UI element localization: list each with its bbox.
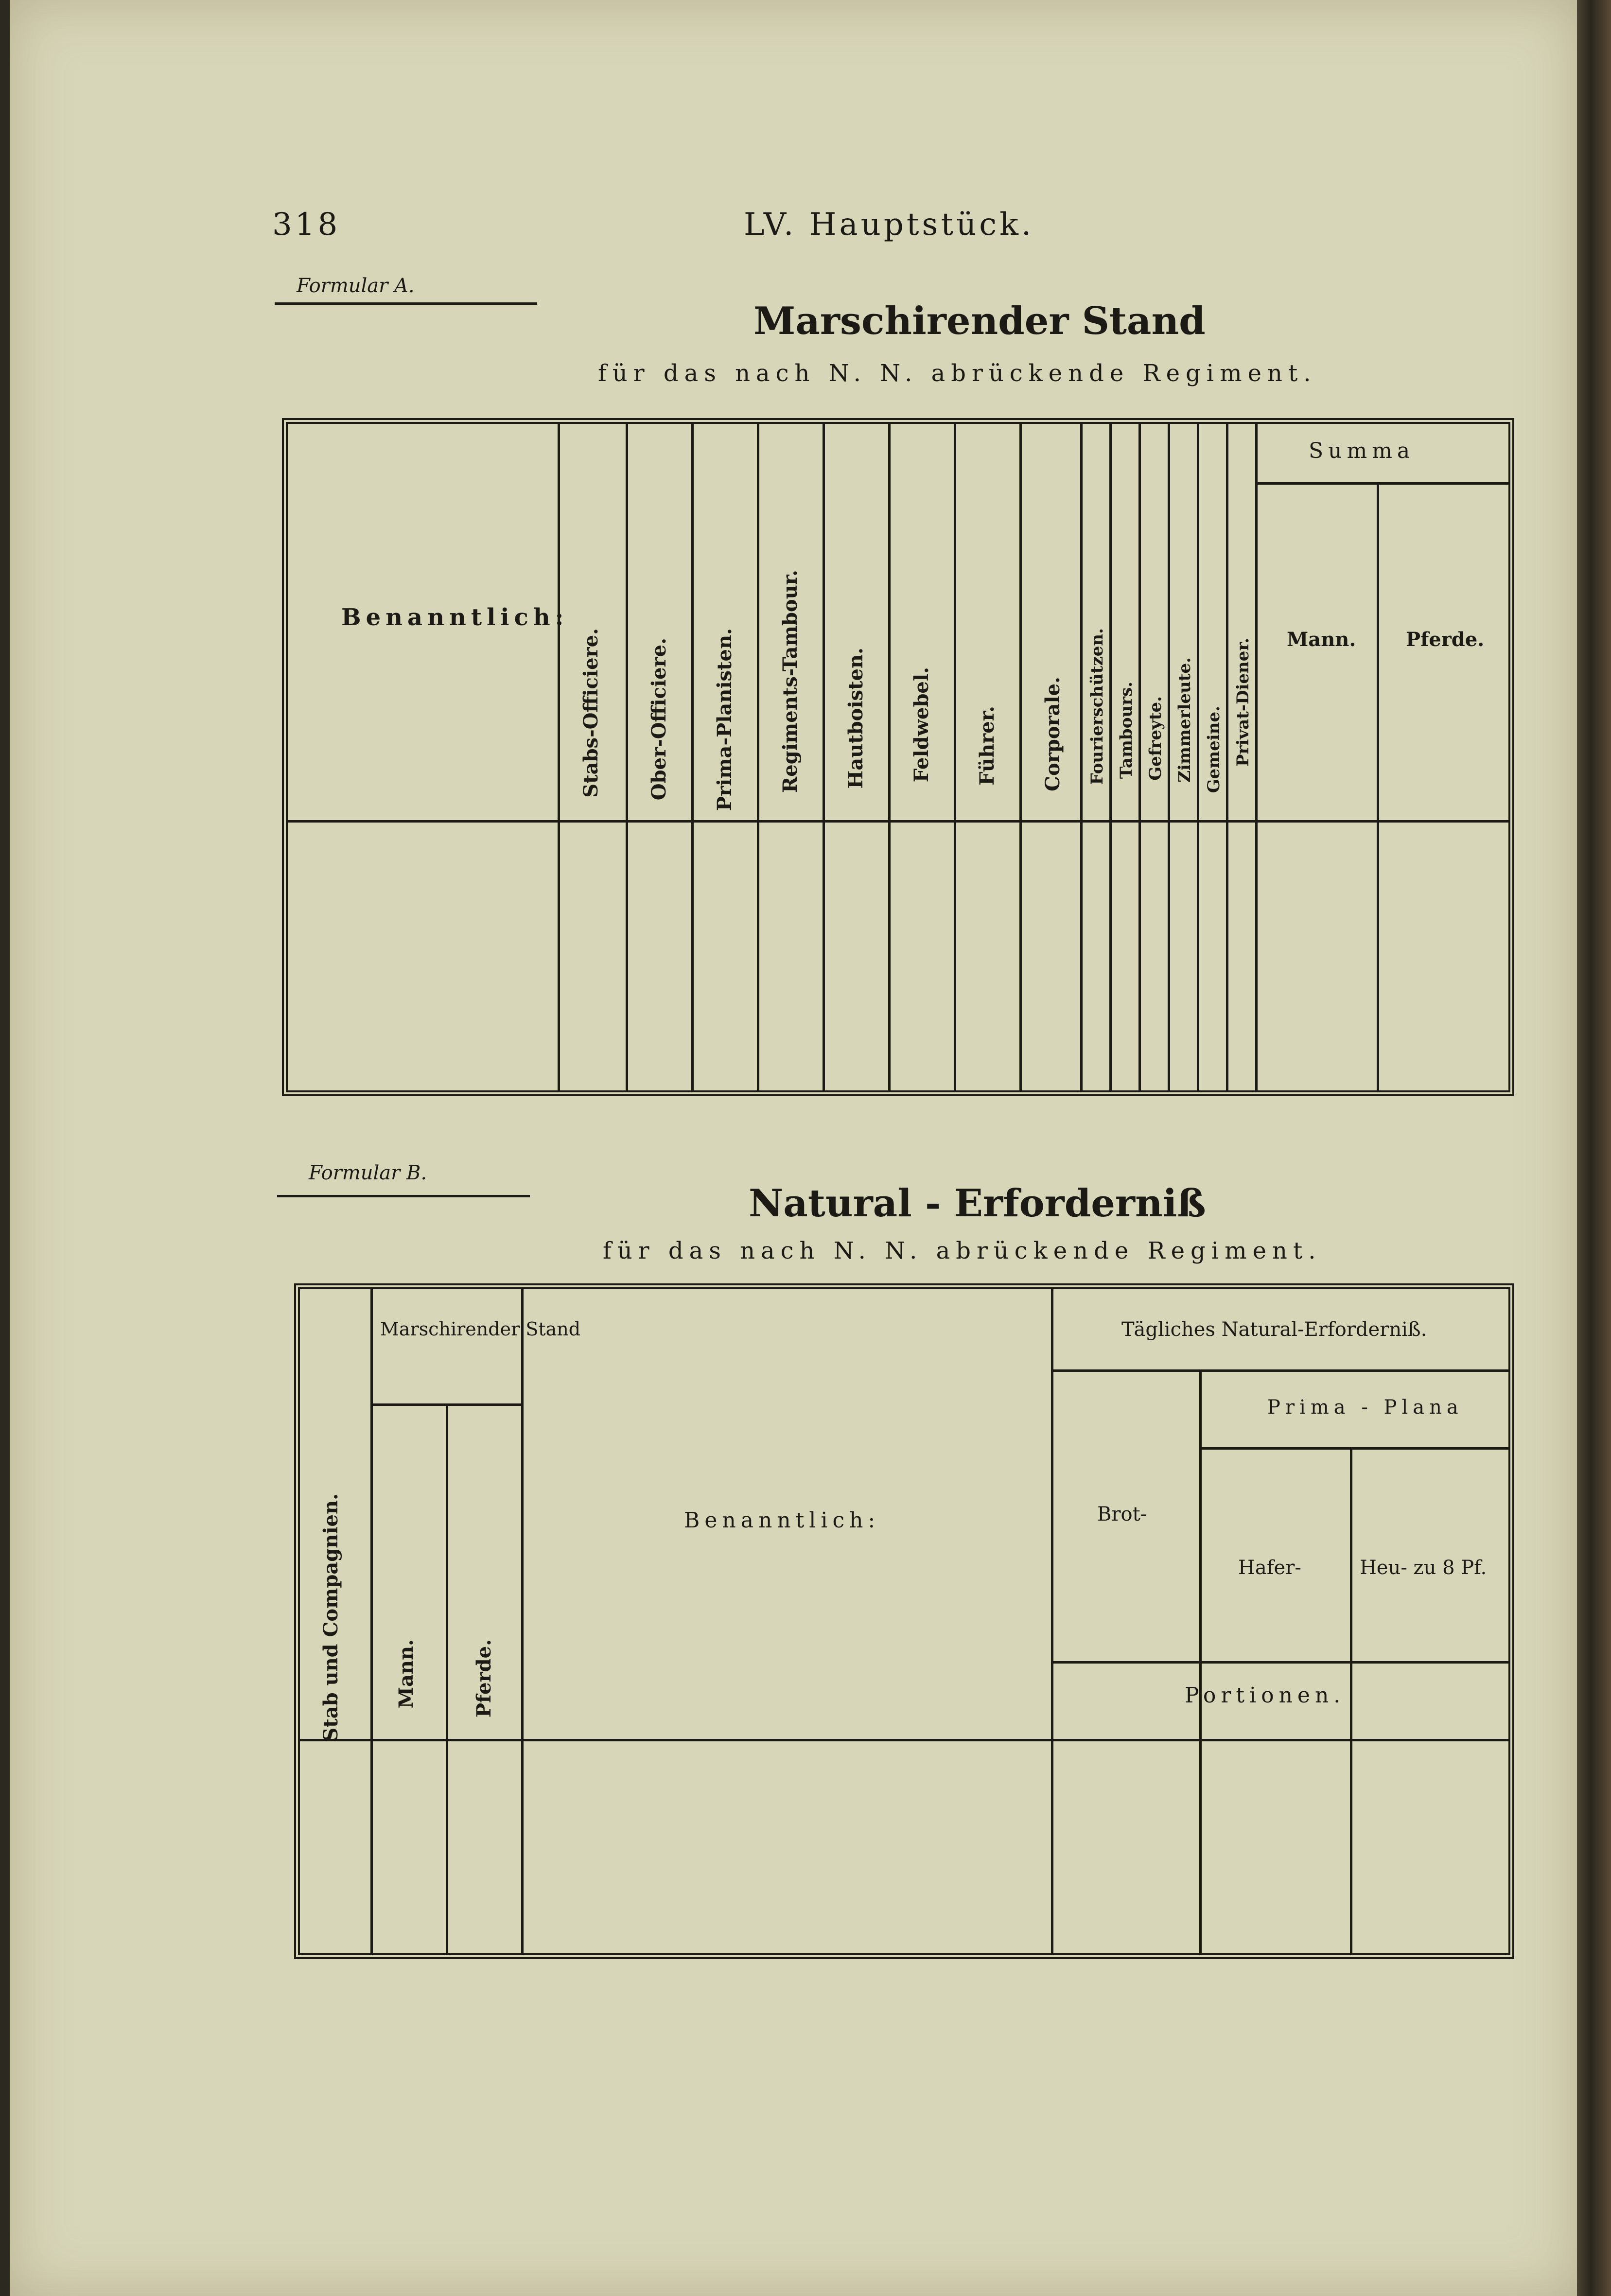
table-a-col-divider — [1226, 424, 1228, 1090]
table-a-col-header: Prima-Planisten. — [713, 628, 736, 811]
table-b-prima-divider — [1199, 1447, 1508, 1450]
formular-b-rule — [277, 1195, 530, 1197]
table-b-taeglich-divider — [1051, 1369, 1508, 1372]
table-b-marschirender: Marschirender Stand — [380, 1318, 581, 1340]
table-a-col-divider — [757, 424, 759, 1090]
table-b-prima-plana: Prima - Plana — [1267, 1396, 1463, 1419]
formular-a-subtitle: für das nach N. N. abrückende Regiment. — [598, 360, 1317, 387]
table-a-summa: Summa — [1309, 438, 1415, 463]
formular-a-title: Marschirender Stand — [753, 299, 1206, 343]
table-a-col-header: Ober-Officiere. — [648, 638, 670, 801]
table-a-benanntlich: Benanntlich: — [341, 604, 569, 631]
table-b-heu: Heu- zu 8 Pf. — [1360, 1557, 1487, 1579]
table-a-col-divider — [823, 424, 825, 1090]
table-b-ms-pferde: Pferde. — [473, 1639, 495, 1718]
table-a-col-header: Regiments-Tambour. — [779, 570, 802, 793]
table-a-col-header: Feldwebel. — [910, 667, 933, 783]
book-spine — [1577, 0, 1611, 2296]
formular-b-table — [294, 1283, 1514, 1959]
table-a-col-divider — [1138, 424, 1141, 1090]
table-a-col-header: Gefreyte. — [1146, 696, 1165, 781]
formular-a-label: Formular A. — [297, 275, 415, 297]
table-b-col-divider — [521, 1289, 524, 1953]
table-a-col-header: Hautboisten. — [844, 648, 867, 789]
formular-a-rule — [275, 302, 537, 305]
formular-b-title: Natural - Erforderniß — [749, 1181, 1206, 1226]
formular-a-table — [282, 418, 1514, 1096]
table-a-col-divider — [1255, 424, 1258, 1090]
table-b-hafer: Hafer- — [1238, 1557, 1301, 1579]
table-a-col-header: Tambours. — [1117, 682, 1136, 779]
table-b-brot: Brot- — [1097, 1503, 1147, 1525]
table-a-col-header: Zimmerleute. — [1175, 657, 1194, 783]
table-a-col-divider — [691, 424, 694, 1090]
table-a-col-header: Corporale. — [1041, 677, 1064, 791]
chapter-heading: LV. Hauptstück. — [744, 207, 1034, 243]
table-a-col-divider — [1080, 424, 1083, 1090]
table-a-col-divider — [626, 424, 628, 1090]
table-b-benanntlich: Benanntlich: — [684, 1508, 880, 1533]
table-a-col-header: Fourierschützen. — [1087, 628, 1107, 785]
table-a-col-divider — [1109, 424, 1112, 1090]
table-a-header-divider — [288, 820, 1508, 823]
table-b-col-divider — [370, 1289, 373, 1953]
table-b-header-divider — [300, 1739, 1508, 1741]
table-b-col-divider — [1051, 1289, 1053, 1953]
table-a-col-divider — [888, 424, 891, 1090]
table-a-summa-split — [1377, 482, 1379, 1090]
table-b-taegliches: Tägliches Natural-Erforderniß. — [1121, 1318, 1427, 1341]
formular-b-label: Formular B. — [309, 1162, 427, 1184]
page-number: 318 — [272, 207, 341, 243]
table-b-col-divider — [446, 1403, 448, 1953]
table-a-col-header: Führer. — [976, 706, 998, 786]
formular-b-subtitle: für das nach N. N. abrückende Regiment. — [603, 1237, 1322, 1264]
table-a-col-divider — [558, 424, 560, 1090]
document-page — [10, 0, 1577, 2296]
table-a-col-divider — [1197, 424, 1199, 1090]
table-a-col-divider — [954, 424, 956, 1090]
table-b-col-divider — [1350, 1447, 1352, 1953]
table-a-summa-mann: Mann. — [1287, 628, 1356, 651]
table-b-ms-mann: Mann. — [395, 1639, 418, 1709]
table-a-col-divider — [1168, 424, 1170, 1090]
table-b-portionen-divider — [1051, 1661, 1508, 1664]
table-a-summa-pferde: Pferde. — [1406, 628, 1485, 651]
table-a-col-header: Gemeine. — [1204, 706, 1224, 793]
table-a-col-header: Privat-Diener. — [1233, 638, 1253, 767]
table-b-portionen: Portionen. — [1185, 1683, 1346, 1708]
table-a-col-divider — [1019, 424, 1022, 1090]
table-a-summa-divider — [1255, 482, 1508, 485]
table-a-col-header: Stabs-Officiere. — [579, 628, 602, 798]
table-b-stab-header: Stab und Compagnien. — [319, 1493, 342, 1742]
